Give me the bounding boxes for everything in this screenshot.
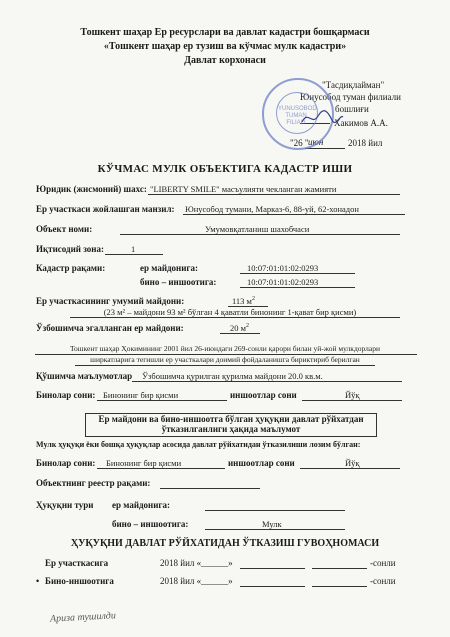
right-type-label: Ҳуқуқни тури [36,500,94,510]
right-building-label: бино – иншоотига: [112,519,189,529]
object-value: Умумовқатланиш шахобчаси [205,224,310,234]
registry-label: Объектнинг реестр рақами: [36,478,151,488]
rights-floors-label: Бинолар сони: [36,458,96,468]
area-label: Ер участкасининг умумий майдони: [36,296,185,306]
reg-building-suffix: -сонли [370,576,396,586]
right-building-value: Мулк [262,519,282,529]
decree-line-1: Тошкент шаҳар Ҳокимининг 2001 йил 26-июндаги 269-сонли қарори билан уй-жой мулкдорлари [69,344,380,353]
zone-value: 1 [131,244,136,254]
reg-building-label: Бино-иншоотига [45,576,114,586]
cadastre-label: Кадастр рақами: [36,263,106,273]
cadastre-land-value: 10:07:01:01:02:0293 [247,263,319,273]
approval-date-prefix: "26 " [290,138,309,148]
extra-value: Ўзбошимча қурилган қурилма майдони 20.0 кв.м. [142,371,323,381]
signature-icon [300,108,345,128]
bullet-icon: • [36,576,40,586]
object-label: Объект номи: [36,224,93,234]
rights-header: Мулк ҳуқуқи ёки бошқа ҳуқуқлар асосида давлат рўйхатидан ўтказилиши лозим бўлган: [36,440,361,449]
address-value: Юнусобод тумани, Марказ-6, 88-уй, 62-хонадон [185,204,359,214]
header-line-2: «Тошкент шаҳар ер тузиш ва кўчмас мулк кадастри» [103,41,347,52]
document-title: КЎЧМАС МУЛК ОБЪЕКТИГА КАДАСТР ИШИ [97,163,353,175]
right-land-label: ер майдонига: [112,500,171,510]
cadastre-building-value: 10:07:01:01:02:0293 [247,277,319,287]
approval-date-year: 2018 йил [348,138,383,148]
reg-land-label: Ер участкасига [45,558,109,568]
extra-label: Қўшимча маълумотлар [36,371,133,381]
cadastre-building-label: бино – иншоотига: [140,277,217,287]
decree-line-2: ширкатларига тегишли ер участкалари доимий фойдаланишга бириктириб берилган [90,355,360,364]
structures-value: Йўқ [345,390,360,400]
approval-signer: Хакимов А.А. [334,118,388,128]
structures-label: иншоотлар сони [230,390,297,400]
owner-label: Юридик (жисмоний) шахс: [36,184,147,194]
rights-structures-label: иншоотлар сони [228,458,295,468]
box-line-2: ўтказилганлиги ҳақида маълумот [161,424,301,434]
zone-label: Иқтисодий зона: [36,244,104,254]
handwritten-note: Ариза тушилди [49,610,117,625]
cadastre-land-label: ер майдонига: [140,263,199,273]
reg-building-text: 2018 йил «______» [160,576,233,586]
approval-title: "Тасдиқлайман" [322,80,385,90]
approval-date-month: июн [308,137,324,147]
approval-org: Юнусобод туман филиали [300,92,401,102]
header-line-3: Давлат корхонаси [184,55,266,66]
occupied-value: 20 $м^2$ [230,323,250,333]
approval-role: бошлиғи [335,104,369,114]
occupied-label: Ўзбошимча эгалланган ер майдони: [36,323,184,333]
floors-label: Бинолар сони: [36,390,96,400]
registration-title: ҲУҚУҚНИ ДАВЛАТ РЎЙХАТИДАН ЎТКАЗИШ ГУВОҲНОМАСИ [70,538,380,549]
address-label: Ер участкаси жойлашган манзил: [36,204,175,214]
reg-land-text: 2018 йил «______» [160,558,233,568]
header-line-1: Тошкент шаҳар Ер ресурслари ва давлат кадастри бошқармаси [80,27,370,38]
area-note: (23 м² – майдони 93 м² бўлган 4 қаватли бинонинг 1-қават бир қисми) [103,307,357,317]
owner-value: "LIBERTY SMILE" масъулияти чекланган жамияти [150,184,337,194]
reg-land-suffix: -сонли [370,558,396,568]
stamp-text: YUNUSOBOD TUMAN FILIALI [278,106,317,126]
box-line-1: Ер майдони ва бино-иншоотга бўлган ҳуқуқни давлат рўйхатдан [98,414,364,424]
rights-structures-value: Йўқ [345,458,360,468]
area-value: 113 $м^2$ [232,296,255,306]
rights-floors-value: Бинонинг бир қисми [106,458,182,468]
floors-value: Бинонинг бир қисми [103,390,179,400]
